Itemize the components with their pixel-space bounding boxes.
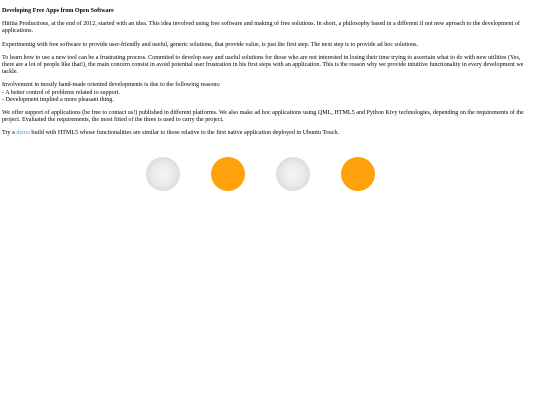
carousel-dot[interactable] bbox=[211, 157, 245, 191]
demo-paragraph bbox=[2, 130, 530, 137]
demo-suffix: build with HTML5 whose functionalities are similar to those relative to the first native application deployed in Ubuntu Touch. bbox=[29, 130, 340, 137]
carousel-dot[interactable] bbox=[146, 157, 180, 191]
page-title: Developing Free Apps from Open Software bbox=[2, 8, 114, 14]
carousel-dot[interactable] bbox=[276, 157, 310, 191]
reason-item: - Development implied a more pleasant thing. bbox=[2, 96, 114, 103]
carousel-dot[interactable] bbox=[341, 157, 375, 191]
page-content bbox=[0, 0, 536, 138]
support-paragraph: We offer support of applications (be free to contact us!) published in different platforms. We also make ad hoc applications using QML, HTML5 and Python Kivy technologies, depending on the requirements of the project. Evaluated the requirements, the most fitted of the three is used to carry the project. bbox=[2, 110, 524, 124]
reason-item: - A better control of problems related to support. bbox=[2, 89, 120, 96]
demo-prefix: Try a bbox=[2, 130, 17, 137]
demo-link[interactable]: demo bbox=[16, 130, 30, 137]
involvement-paragraph bbox=[2, 82, 530, 104]
involvement-intro: Involvement in mostly hand-made oriented developments is due to the following reasons: bbox=[2, 82, 221, 89]
intro-paragraph: Hititia Productions, at the end of 2012, started with an idea. This idea involved using free software and making of free solutions. In short, a philosophy based in a different if not new aproach to the development of applications. bbox=[2, 21, 520, 35]
experimenting-paragraph: Experimentig with free software to provide user-friendly and useful, generic solutions, that provide value, is just the first step. The next step is to provide ad hoc solutions. bbox=[2, 41, 419, 48]
carousel-dots bbox=[0, 157, 540, 191]
learning-paragraph: To learn how to use a new tool can be a frustrating process. Commited to develop easy and useful solutions for those who are not interested in losing their time trying to ascertain what to do with new utilities (Yes, there are a lot of people like that!), the main concern consist in avoid potential user frustration in his first steps with an application. This is the reason why we provide intuitive functionality in every development we tackle. bbox=[2, 54, 524, 76]
